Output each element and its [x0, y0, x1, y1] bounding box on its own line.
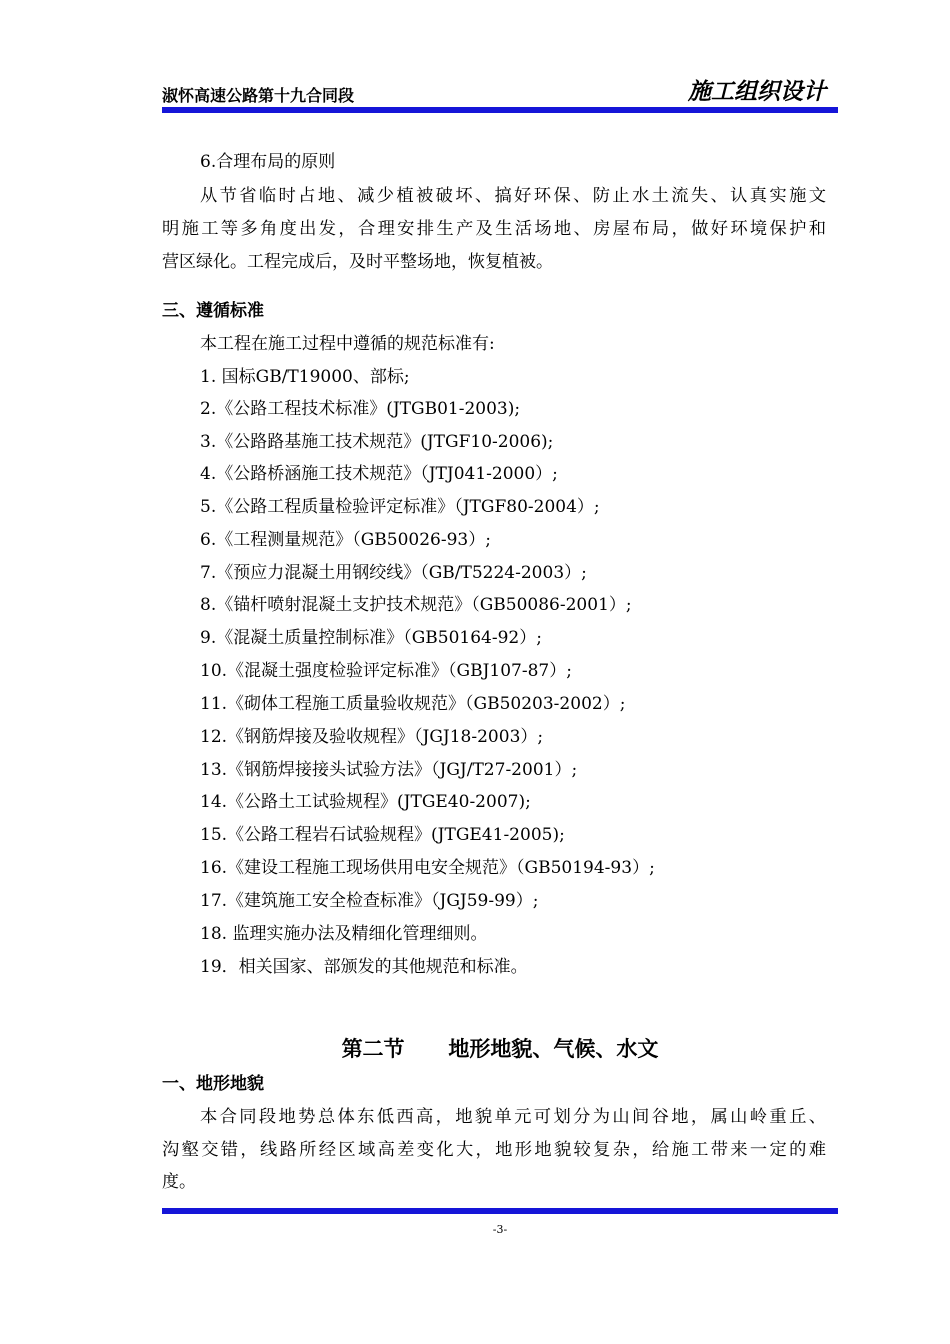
terrain-paragraph-line: 度。 — [162, 1172, 196, 1192]
standard-item: 8.《锚杆喷射混凝土支护技术规范》（GB50086-2001）; — [200, 595, 632, 615]
standard-item: 10.《混凝土强度检验评定标准》（GBJ107-87）; — [200, 661, 572, 681]
page-number: -3- — [492, 1223, 508, 1236]
standard-item: 13.《钢筋焊接接头试验方法》（JGJ/T27-2001）; — [200, 760, 578, 780]
terrain-paragraph-line: 沟壑交错，线路所经区域高差变化大，地形地貌较复杂，给施工带来一定的难 — [162, 1140, 826, 1160]
standard-item: 12.《钢筋焊接及验收规程》（JGJ18-2003）; — [200, 727, 544, 747]
standard-item: 1. 国标GB/T19000、部标; — [200, 367, 410, 387]
standard-item: 19．相关国家、部颁发的其他规范和标准。 — [200, 957, 528, 977]
standard-item: 18. 监理实施办法及精细化管理细则。 — [200, 924, 488, 944]
standard-item: 9.《混凝土质量控制标准》（GB50164-92）; — [200, 628, 542, 648]
header-project-name: 淑怀高速公路第十九合同段 — [162, 86, 355, 105]
principle-6-paragraph-line: 营区绿化。工程完成后，及时平整场地，恢复植被。 — [162, 252, 553, 272]
header-document-title: 施工组织设计 — [688, 79, 826, 105]
principle-6-paragraph-line: 从节省临时占地、减少植被破坏、搞好环保、防止水土流失、认真实施文 — [200, 186, 826, 206]
section-title: 第二节 地形地貌、气候、水文 — [341, 1037, 659, 1061]
principle-6-title: 6.合理布局的原则 — [200, 152, 336, 172]
standards-intro: 本工程在施工过程中遵循的规范标准有: — [200, 334, 495, 354]
standard-item: 16.《建设工程施工现场供用电安全规范》（GB50194-93）; — [200, 858, 655, 878]
standard-item: 17.《建筑施工安全检查标准》（JGJ59-99）; — [200, 891, 539, 911]
terrain-heading: 一、地形地貌 — [162, 1074, 264, 1094]
standard-item: 3.《公路路基施工技术规范》(JTGF10-2006); — [200, 432, 554, 452]
standard-item: 7.《预应力混凝土用钢绞线》（GB/T5224-2003）; — [200, 563, 587, 583]
standard-item: 11.《砌体工程施工质量验收规范》（GB50203-2002）; — [200, 694, 626, 714]
footer-rule — [162, 1208, 838, 1214]
standards-heading: 三、遵循标准 — [162, 301, 264, 321]
standard-item: 15.《公路工程岩石试验规程》(JTGE41-2005); — [200, 825, 565, 845]
standard-item: 14.《公路土工试验规程》(JTGE40-2007); — [200, 792, 531, 812]
terrain-paragraph-line: 本合同段地势总体东低西高，地貌单元可划分为山间谷地，属山岭重丘、 — [200, 1107, 826, 1127]
standard-item: 4.《公路桥涵施工技术规范》（JTJ041-2000）; — [200, 464, 558, 484]
standard-item: 6.《工程测量规范》（GB50026-93）; — [200, 530, 491, 550]
standard-item: 5.《公路工程质量检验评定标准》（JTGF80-2004）; — [200, 497, 600, 517]
header-rule — [162, 107, 838, 113]
principle-6-paragraph-line: 明施工等多角度出发，合理安排生产及生活场地、房屋布局，做好环境保护和 — [162, 219, 826, 239]
standard-item: 2.《公路工程技术标准》(JTGB01-2003); — [200, 399, 521, 419]
